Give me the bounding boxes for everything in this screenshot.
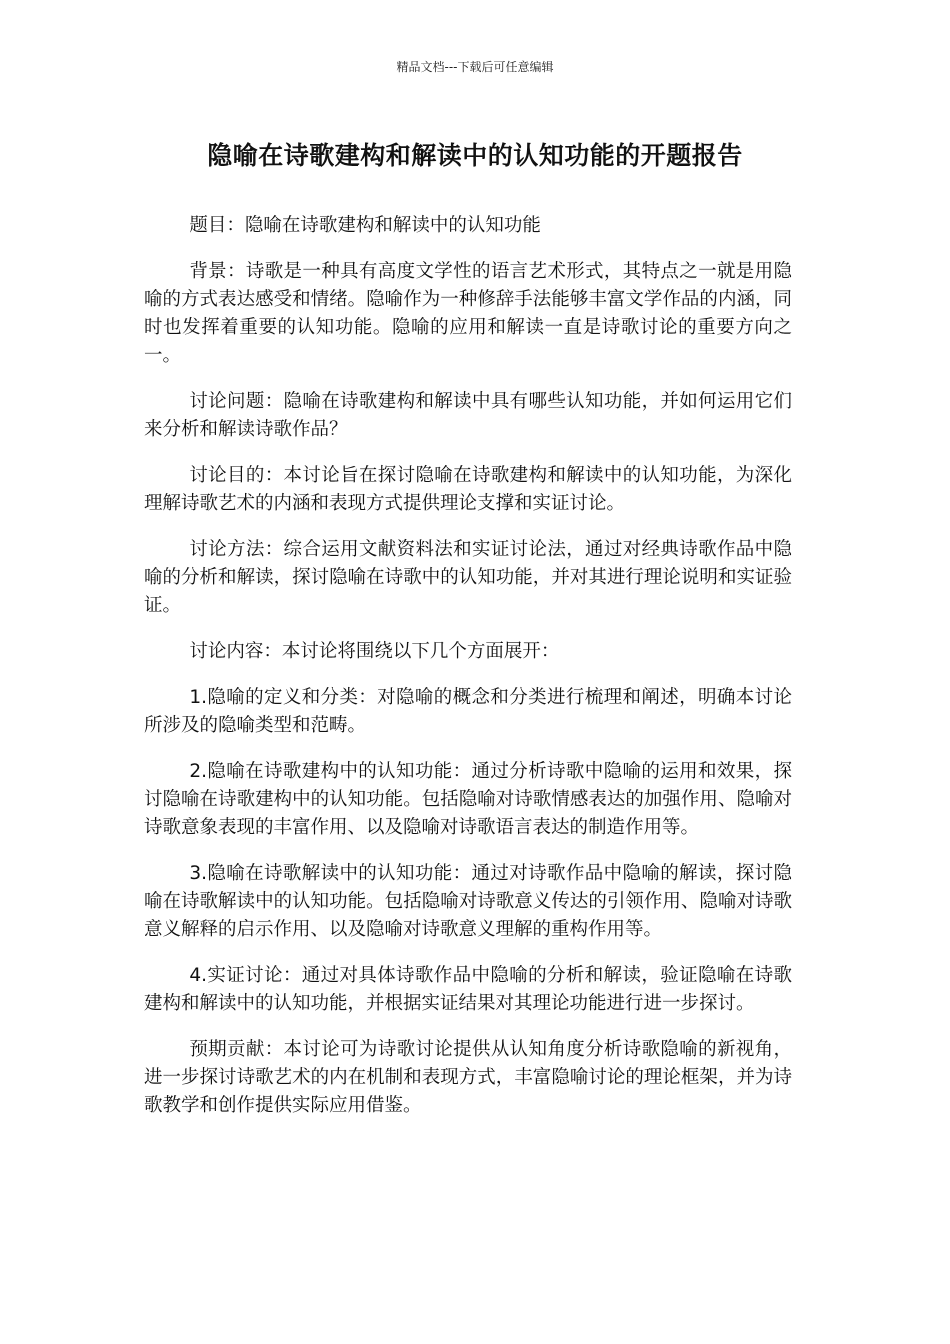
- paragraph-research-question: 讨论问题：隐喻在诗歌建构和解读中具有哪些认知功能，并如何运用它们来分析和解读诗歌作品？: [144, 391, 792, 440]
- document-body: [144, 212, 792, 1138]
- paragraph-item-3: 3.隐喻在诗歌解读中的认知功能：通过对诗歌作品中隐喻的解读，探讨隐喻在诗歌解读中的认知功能。包括隐喻对诗歌意义传达的引领作用、隐喻对诗歌意义解释的启示作用、以及隐喻对诗歌意义理解的重构作用等。: [144, 863, 792, 940]
- paragraph-background: 背景：诗歌是一种具有高度文学性的语言艺术形式，其特点之一就是用隐喻的方式表达感受和情绪。隐喻作为一种修辞手法能够丰富文学作品的内涵，同时也发挥着重要的认知功能。隐喻的应用和解读一直是诗歌讨论的重要方向之一。: [144, 261, 792, 366]
- paragraph-topic: 题目：隐喻在诗歌建构和解读中的认知功能: [189, 215, 541, 236]
- paragraph-research-goal: 讨论目的：本讨论旨在探讨隐喻在诗歌建构和解读中的认知功能，为深化理解诗歌艺术的内涵和表现方式提供理论支撑和实证讨论。: [144, 465, 792, 514]
- document-title: 隐喻在诗歌建构和解读中的认知功能的开题报告: [207, 141, 743, 170]
- paragraph-expected-contribution: 预期贡献：本讨论可为诗歌讨论提供从认知角度分析诗歌隐喻的新视角，进一步探讨诗歌艺术的内在机制和表现方式，丰富隐喻讨论的理论框架，并为诗歌教学和创作提供实际应用借鉴。: [144, 1039, 792, 1116]
- paragraph-research-content: 讨论内容：本讨论将围绕以下几个方面展开：: [189, 641, 560, 662]
- paragraph-research-method: 讨论方法：综合运用文献资料法和实证讨论法，通过对经典诗歌作品中隐喻的分析和解读，探讨隐喻在诗歌中的认知功能，并对其进行理论说明和实证验证。: [144, 539, 792, 616]
- paragraph-item-1: 1.隐喻的定义和分类：对隐喻的概念和分类进行梳理和阐述，明确本讨论所涉及的隐喻类型和范畴。: [144, 687, 792, 736]
- header-note: 精品文档---下载后可任意编辑: [396, 60, 554, 74]
- paragraph-item-4: 4.实证讨论：通过对具体诗歌作品中隐喻的分析和解读，验证隐喻在诗歌建构和解读中的认知功能，并根据实证结果对其理论功能进行进一步探讨。: [144, 965, 792, 1014]
- paragraph-item-2: 2.隐喻在诗歌建构中的认知功能：通过分析诗歌中隐喻的运用和效果，探讨隐喻在诗歌建构中的认知功能。包括隐喻对诗歌情感表达的加强作用、隐喻对诗歌意象表现的丰富作用、以及隐喻对诗歌语言表达的制造作用等。: [144, 761, 792, 838]
